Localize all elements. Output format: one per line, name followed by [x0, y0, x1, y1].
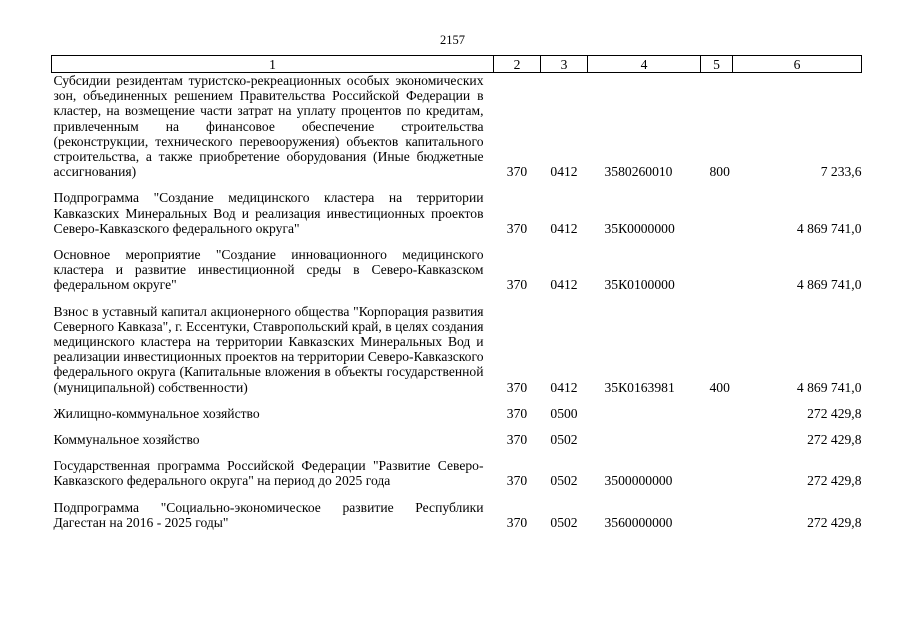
row-code-expense-type	[701, 500, 733, 530]
row-amount: 272 429,8	[807, 473, 862, 489]
row-code-target: 3500000000	[604, 473, 673, 489]
row-description: Подпрограмма "Создание медицинского кластера на территории Кавказских Минеральных Вод и реализация инвестиционных проектов Северо-Кавказского федерального округа"	[53, 190, 484, 236]
row-code-ministry: 370	[506, 379, 528, 395]
column-header-4: 4	[588, 56, 701, 73]
column-header-6: 6	[733, 56, 862, 73]
table-row	[52, 190, 862, 236]
row-code-section: 0412	[550, 164, 578, 180]
table-header	[52, 56, 862, 73]
row-amount: 272 429,8	[807, 432, 862, 448]
row-description: Коммунальное хозяйство	[53, 432, 200, 448]
page-number: 2157	[440, 33, 465, 47]
row-amount: 272 429,8	[807, 514, 862, 530]
row-description: Основное мероприятие "Создание инновационного медицинского кластера и развитие инвестиционной среды в Северо-Кавказском федеральном округе"	[53, 247, 484, 293]
table-row	[52, 500, 862, 530]
row-description: Взнос в уставный капитал акционерного общества "Корпорация развития Северного Кавказа", г. Ессентуки, Ставропольский край, в целях создания медицинского кластера на территории Кавказских Минеральных Вод и реализации инвестиционных проектов на территории Северо-Кавказского федерального округа (Капитальные вложения в объекты государственной (муниципальной) собственности)	[53, 303, 484, 395]
row-description: Подпрограмма "Социально-экономическое развитие Республики Дагестан на 2016 - 2025 годы"	[53, 499, 484, 530]
row-code-ministry: 370	[506, 514, 528, 530]
row-code-expense-type	[701, 406, 733, 421]
row-code-target: 3580260010	[604, 164, 673, 180]
row-code-expense-type	[701, 247, 733, 293]
row-code-target: 35К0100000	[604, 277, 675, 293]
row-code-section: 0502	[550, 473, 578, 489]
row-code-target	[588, 406, 701, 421]
row-code-target: 3560000000	[604, 514, 673, 530]
column-header-3: 3	[541, 56, 588, 73]
row-code-ministry: 370	[506, 473, 528, 489]
table-row	[52, 406, 862, 421]
row-code-section: 0502	[550, 432, 578, 448]
budget-table	[51, 55, 862, 530]
row-amount: 4 869 741,0	[796, 379, 862, 395]
row-code-ministry: 370	[506, 405, 528, 421]
row-code-target: 35К0163981	[604, 379, 675, 395]
row-code-expense-type	[701, 190, 733, 236]
table-row	[52, 458, 862, 488]
row-description: Субсидии резидентам туристско-рекреационных особых экономических зон, объединенных решением Правительства Российской Федерации в кластер, на возмещение части затрат на уплату процентов по кредитам, привлеченным на финансовое обеспечение строительства (реконструкции, технического перевооружения) объектов капитального строительства, а также приобретение оборудования (Иные бюджетные ассигнования)	[53, 73, 484, 180]
row-code-section: 0412	[550, 277, 578, 293]
row-code-expense-type	[701, 458, 733, 488]
row-code-target: 35К0000000	[604, 220, 675, 236]
row-code-ministry: 370	[506, 432, 528, 448]
column-header-5: 5	[701, 56, 733, 73]
row-code-section: 0502	[550, 514, 578, 530]
row-code-ministry: 370	[506, 164, 528, 180]
row-code-section: 0412	[550, 379, 578, 395]
row-amount: 7 233,6	[820, 164, 862, 180]
row-code-section: 0500	[550, 405, 578, 421]
row-code-expense-type: 800	[709, 164, 730, 180]
table-row	[52, 304, 862, 395]
row-code-expense-type	[701, 432, 733, 447]
row-code-section: 0412	[550, 220, 578, 236]
table-row	[52, 247, 862, 293]
row-description: Жилищно-коммунальное хозяйство	[53, 405, 260, 421]
table-row	[52, 73, 862, 180]
row-code-expense-type: 400	[709, 379, 730, 395]
row-code-ministry: 370	[506, 277, 528, 293]
row-amount: 4 869 741,0	[796, 277, 862, 293]
row-code-target	[588, 432, 701, 447]
row-amount: 4 869 741,0	[796, 220, 862, 236]
row-description: Государственная программа Российской Федерации "Развитие Северо-Кавказского федерального округа" на период до 2025 года	[53, 458, 484, 489]
row-amount: 272 429,8	[807, 405, 862, 421]
column-header-1: 1	[52, 56, 494, 73]
column-header-2: 2	[494, 56, 541, 73]
row-code-ministry: 370	[506, 220, 528, 236]
table-row	[52, 432, 862, 447]
